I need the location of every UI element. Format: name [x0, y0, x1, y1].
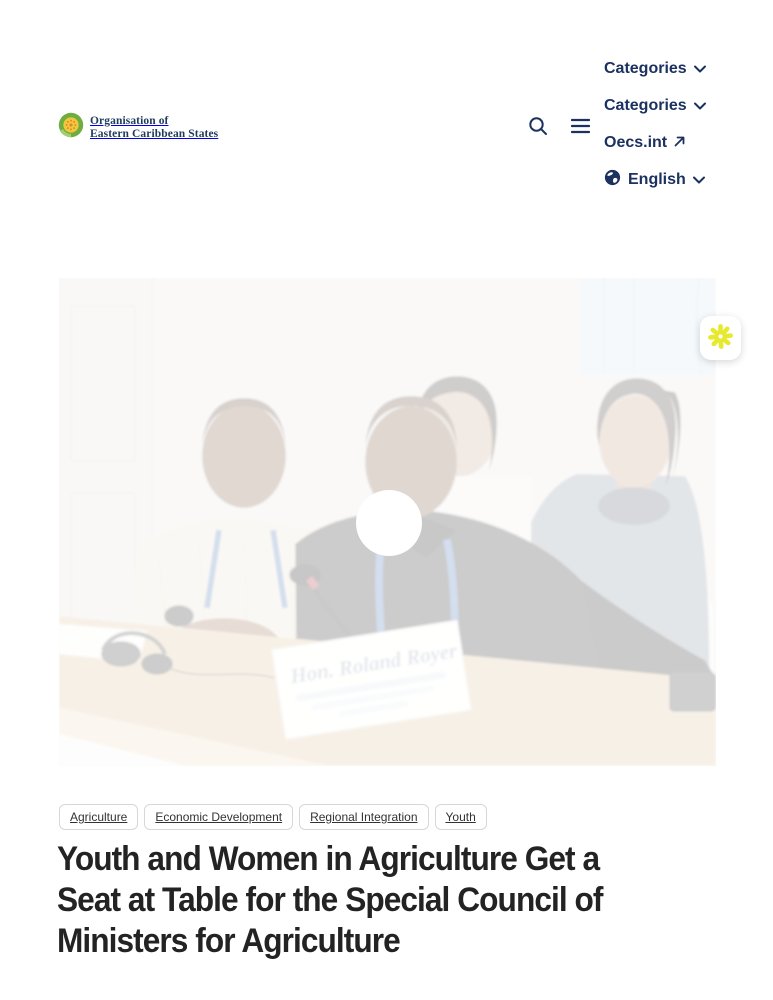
yellow-asterisk-icon: [707, 323, 734, 353]
oecs-logo[interactable]: [57, 110, 218, 145]
arrow-up-right-icon: [674, 134, 685, 152]
article-title: [57, 839, 737, 962]
article-hero-image: [59, 278, 716, 766]
nav-language-selector[interactable]: [604, 170, 706, 190]
logo-line-2: Eastern Caribbean States: [90, 127, 219, 140]
oecs-logo-wordmark: [90, 115, 218, 141]
tag-economic-development[interactable]: Economic Development: [144, 804, 293, 830]
tag-agriculture[interactable]: Agriculture: [59, 804, 138, 830]
chevron-down-icon: [693, 171, 705, 189]
article-title-line-1: Youth and Women in Agriculture Get a: [57, 840, 600, 878]
tag-regional-integration[interactable]: Regional Integration: [299, 804, 428, 830]
nav-language-label: English: [628, 171, 686, 188]
nav-oecs-int-label: Oecs.int: [604, 134, 668, 151]
header-nav: [604, 59, 706, 190]
hamburger-icon: [571, 122, 590, 137]
nav-categories-2-label: Categories: [604, 97, 687, 114]
search-button[interactable]: [526, 115, 550, 139]
hero-photo-illustration: [59, 278, 716, 766]
chevron-down-icon: [694, 97, 706, 115]
nav-categories-1-label: Categories: [604, 60, 687, 77]
chevron-down-icon: [694, 60, 706, 78]
article-tags: [59, 804, 487, 830]
logo-line-1: Organisation of: [90, 114, 169, 127]
menu-button[interactable]: [568, 116, 592, 138]
search-icon: [527, 125, 549, 140]
accessibility-widget-button[interactable]: [700, 316, 741, 360]
hero-loading-circle: [356, 490, 422, 556]
globe-icon: [604, 169, 621, 191]
article-title-line-3: Ministers for Agriculture: [57, 922, 400, 960]
article-title-line-2: Seat at Table for the Special Council of: [57, 881, 603, 919]
nav-categories-1[interactable]: [604, 59, 706, 79]
nav-oecs-int[interactable]: [604, 133, 706, 153]
tag-youth[interactable]: Youth: [435, 804, 487, 830]
oecs-logo-icon: [57, 110, 85, 145]
nav-categories-2[interactable]: [604, 96, 706, 116]
